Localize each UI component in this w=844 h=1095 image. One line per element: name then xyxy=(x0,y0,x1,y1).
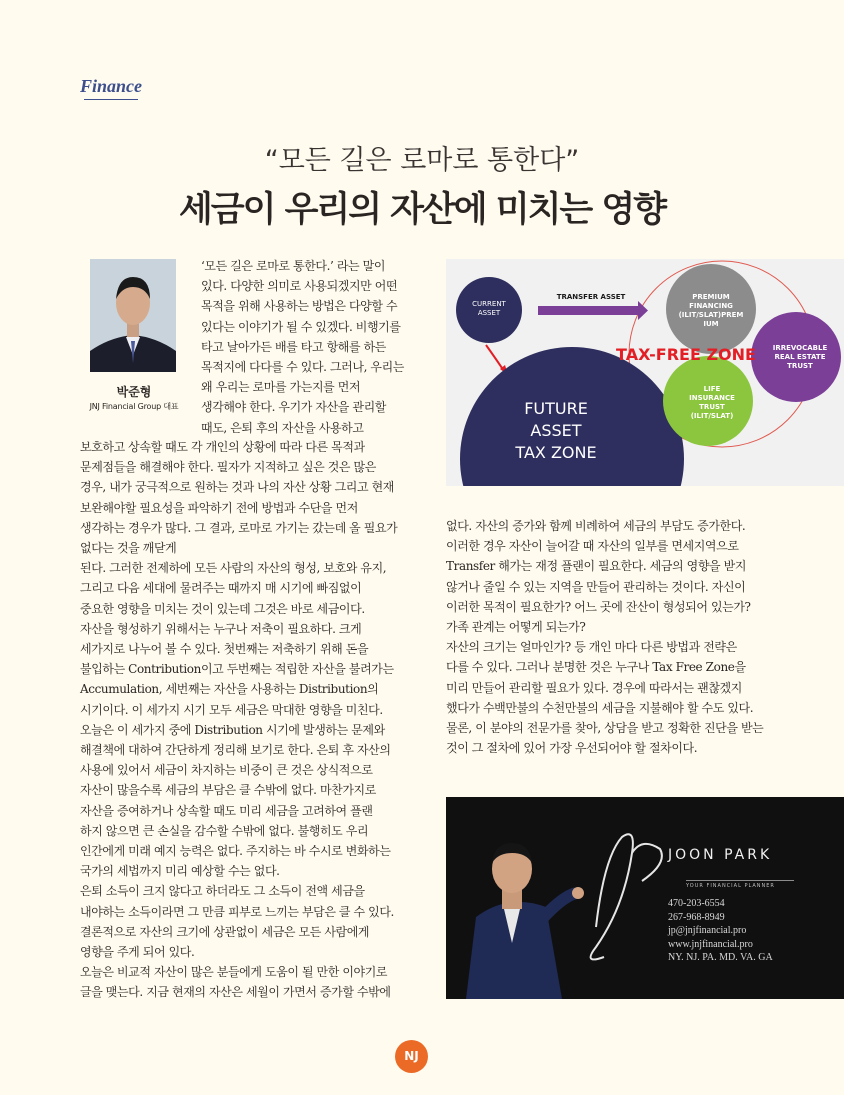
section-tag: Finance xyxy=(80,76,143,96)
text-line: 이러한 경우 자산이 늘어갈 때 자산의 일부를 면세지역으로 xyxy=(446,539,739,554)
text-line: 왜 우리는 로마를 가는지를 먼저 xyxy=(201,380,361,395)
text-line: 목적지에 다다를 수 있다. 그러나, 우리는 xyxy=(201,360,404,375)
signature-logo xyxy=(591,834,633,959)
transfer-asset-label: TRANSFER ASSET xyxy=(556,293,626,301)
article-body-intro xyxy=(201,256,404,438)
text-line: 미리 만들어 관리할 필요가 있다. 경우에 따라서는 괜찮겠지 xyxy=(446,680,742,695)
text-line: 영향을 주게 되어 있다. xyxy=(80,945,195,960)
text-line: 시기이다. 이 세가지 시기 모두 세금은 막대한 영향을 미친다. xyxy=(80,702,383,717)
text-line: 불입하는 Contribution이고 두번째는 적립한 자산을 불려가는 xyxy=(80,662,394,677)
text-line: 가족 관계는 어떻게 되는가? xyxy=(446,620,586,635)
text-line: 인간에게 미래 예지 능력은 없다. 주지하는 바 수시로 변화하는 xyxy=(80,844,391,859)
text-line: 자산을 증여하거나 상속할 때도 미리 세금을 고려하여 플랜 xyxy=(80,803,373,818)
current-asset-label: CURRENT xyxy=(472,300,506,308)
text-line: 세가지로 나누어 볼 수 있다. 첫번째는 저축하기 위해 돈을 xyxy=(80,642,369,657)
svg-text:(ILIT/SLAT): (ILIT/SLAT) xyxy=(690,412,734,420)
text-line: 없다는 것을 깨닫게 xyxy=(80,541,177,556)
advertisement-banner xyxy=(446,797,844,999)
text-line: 때도, 은퇴 후의 자산을 사용하고 xyxy=(201,420,364,435)
text-line: 보호하고 상속할 때도 각 개인의 상황에 따라 다른 목적과 xyxy=(80,440,365,454)
text-line: 된다. 그러한 전제하에 모든 사람의 자산의 형성, 보호와 유지, xyxy=(80,561,387,576)
article-body-right xyxy=(446,516,763,758)
text-line: Accumulation, 세번째는 자산을 사용하는 Distribution의 xyxy=(80,682,379,697)
text-line: 있다. 다양한 의미로 사용되겠지만 어떤 xyxy=(201,279,398,294)
text-line: 타고 날아가든 배를 타고 항해를 하든 xyxy=(201,339,386,354)
article-subtitle: “모든 길은 로마로 통한다” xyxy=(264,145,580,176)
ad-tagline: YOUR FINANCIAL PLANNER xyxy=(686,883,775,889)
text-line: 내야하는 소득이라면 그 만큼 피부로 느끼는 부담은 클 수 있다. xyxy=(80,904,394,919)
future-asset-label: FUTURE xyxy=(524,399,588,418)
text-line: 자산을 형성하기 위해서는 누구나 저축이 필요하다. 크게 xyxy=(80,621,362,636)
text-line: 물론, 이 분야의 전문가를 찾아, 상담을 받고 정확한 진단을 받는 xyxy=(446,721,764,736)
svg-text:FINANCING: FINANCING xyxy=(689,302,733,310)
text-line: 문제점들을 해결해야 한다. 필자가 지적하고 싶은 것은 많은 xyxy=(80,460,376,475)
ad-phone: 470-203-6554 xyxy=(668,898,725,909)
transfer-arrow xyxy=(538,306,638,315)
text-line: 경우, 내가 궁극적으로 원하는 것과 나의 자산 상황 그리고 현재 xyxy=(80,480,394,495)
text-line: 것이 그 절차에 있어 가장 우선되어야 할 절차이다. xyxy=(446,741,698,756)
text-line: 사용에 있어서 세금이 차지하는 비중이 큰 것은 상식적으로 xyxy=(80,763,373,778)
text-line: 하지 않으면 큰 손실을 감수할 수밖에 없다. 불행히도 우리 xyxy=(80,823,369,838)
text-line: 자산의 크기는 얼마인가? 등 개인 마다 다른 방법과 전략은 xyxy=(446,640,737,655)
text-line: 생각해야 한다. 우기가 자산을 관리할 xyxy=(201,400,386,415)
author-photo xyxy=(90,259,176,372)
text-line: 그리고 다음 세대에 물려주는 때까지 매 시기에 빠짐없이 xyxy=(80,581,362,596)
text-line: 국가의 세법까지 미리 예상할 수는 없다. xyxy=(80,864,280,879)
current-asset-label: ASSET xyxy=(477,309,501,317)
tax-zone-diagram xyxy=(446,259,844,486)
svg-text:TRUST: TRUST xyxy=(699,403,725,411)
future-asset-label: TAX ZONE xyxy=(515,443,597,462)
ad-contact-list xyxy=(668,897,773,965)
article-body-left xyxy=(80,437,397,1003)
svg-text:TRUST: TRUST xyxy=(787,362,813,370)
ad-artwork xyxy=(446,797,844,999)
text-line: 했다가 수백만불의 수천만불의 세금을 지불해야 할 수도 있다. xyxy=(446,700,754,715)
text-line: 오늘은 비교적 자산이 많은 분들에게 도움이 될 만한 이야기로 xyxy=(80,965,388,980)
text-line: 은퇴 소득이 크지 않다고 하더라도 그 소득이 전액 세금을 xyxy=(80,884,365,899)
svg-text:(ILIT/SLAT)PREM: (ILIT/SLAT)PREM xyxy=(678,311,744,319)
text-line: 목적을 위해 사용하는 방법은 다양할 수 xyxy=(201,299,398,314)
text-line: ‘모든 길은 로마로 통한다.’ 라는 말이 xyxy=(201,259,386,273)
text-line: 이러한 목적이 필요한가? 어느 곳에 잔산이 형성되어 있는가? xyxy=(446,599,751,614)
text-line: 다를 수 있다. 그러나 분명한 것은 누구나 Tax Free Zone을 xyxy=(446,660,746,675)
section-divider xyxy=(84,99,138,100)
svg-text:REAL ESTATE: REAL ESTATE xyxy=(774,353,826,361)
text-line: 해결책에 대하여 간단하게 정리해 보기로 한다. 은퇴 후 자산의 xyxy=(80,743,391,758)
future-asset-label: ASSET xyxy=(530,421,582,440)
author-role: JNJ Financial Group 대표 xyxy=(89,402,179,411)
text-line: 없다. 자산의 증가와 함께 비례하여 세금의 부담도 증가한다. xyxy=(446,519,746,533)
text-line: 있다는 이야기가 될 수 있겠다. 비행기를 xyxy=(201,319,401,334)
text-line: Transfer 해가는 재정 플랜이 필요한다. 세금의 영향을 받지 xyxy=(446,559,747,574)
ad-email: jp@jnjfinancial.pro xyxy=(668,925,747,936)
text-line: 않거나 줄일 수 있는 지역을 만들어 관리하는 것이다. 자신이 xyxy=(446,579,746,594)
article-title: 세금이 우리의 자산에 미치는 영향 xyxy=(178,190,666,230)
text-line: 중요한 영향을 미치는 것이 있는데 그것은 바로 세금이다. xyxy=(80,601,365,616)
text-line: 자산이 많을수록 세금의 부담은 클 수밖에 없다. 마찬가지로 xyxy=(80,783,376,798)
svg-text:LIFE: LIFE xyxy=(703,385,721,393)
svg-text:IUM: IUM xyxy=(703,320,719,328)
text-line: 보완해야할 필요성을 파악하기 전에 방법과 수단을 먼저 xyxy=(80,500,358,515)
ad-phone: 267-968-8949 xyxy=(668,911,725,923)
ad-name: JOON PARK xyxy=(668,847,773,863)
author-name: 박준형 xyxy=(116,385,152,399)
svg-text:PREMIUM: PREMIUM xyxy=(692,293,730,301)
svg-text:INSURANCE: INSURANCE xyxy=(689,394,735,402)
ad-website: www.jnjfinancial.pro xyxy=(668,938,753,950)
ad-states: NY. NJ. PA. MD. VA. GA xyxy=(668,952,773,963)
text-line: 생각하는 경우가 많다. 그 결과, 로마로 가기는 갔는데 올 필요가 xyxy=(80,520,398,535)
text-line: 오늘은 이 세가지 중에 Distribution 시기에 발생하는 문제와 xyxy=(80,722,385,737)
text-line: 글을 맺는다. 지금 현재의 자산은 세월이 가면서 증가할 수밖에 xyxy=(80,985,391,1000)
text-line: 결론적으로 자산의 크기에 상관없이 세금은 모든 사람에게 xyxy=(80,924,370,939)
page-badge: NJ xyxy=(395,1040,428,1073)
svg-text:IRREVOCABLE: IRREVOCABLE xyxy=(772,344,828,352)
ad-divider xyxy=(686,880,794,881)
tax-free-zone-label: TAX-FREE ZONE xyxy=(616,345,756,364)
